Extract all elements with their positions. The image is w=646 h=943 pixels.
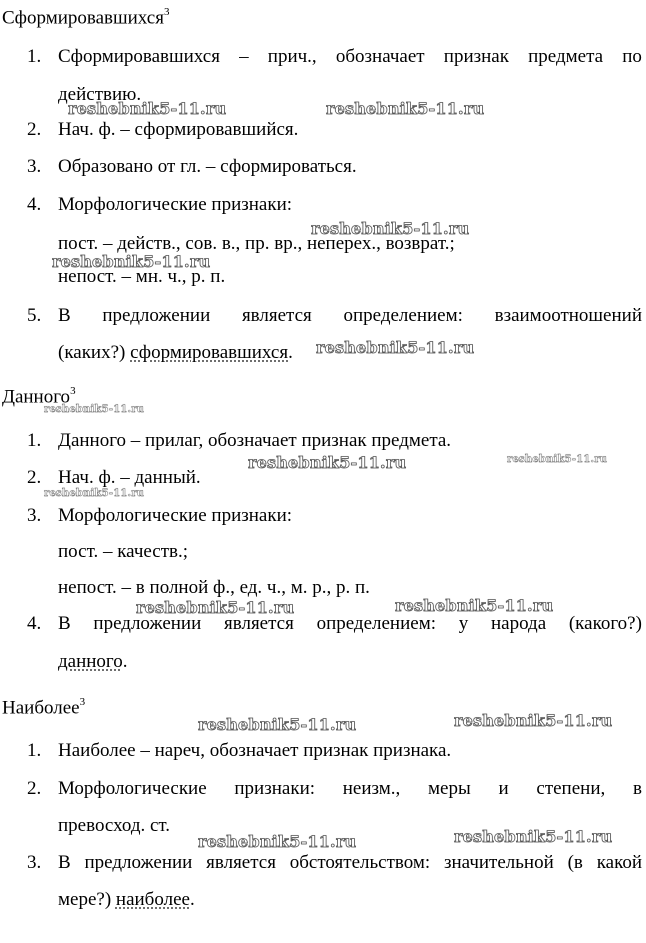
item-number: 5. [27,305,42,326]
item-number: 2. [27,119,42,140]
watermark: reshebnik5-11.ru [507,454,608,465]
watermark: reshebnik5-11.ru [311,219,470,238]
item-text: Сформировавшихся – прич., обозначает признак предмета по [58,46,642,67]
watermark: reshebnik5-11.ru [68,99,227,118]
item-text: Наиболее – нареч, обозначает признак признака. [58,740,452,761]
item-number: 1. [27,740,42,761]
item-text-continuation: превосход. ст. [58,815,171,836]
item-text: Морфологические признаки: неизм., меры и степени, в [58,778,642,799]
item-subline: пост. – действ., сов. в., пр. вр., неперех., возврат.; [58,233,455,254]
watermark: reshebnik5-11.ru [316,338,475,357]
watermark: reshebnik5-11.ru [198,715,357,734]
watermark: reshebnik5-11.ru [136,598,295,617]
watermark: reshebnik5-11.ru [395,596,554,615]
watermark: reshebnik5-11.ru [44,488,145,499]
watermark: reshebnik5-11.ru [454,711,613,730]
item-number: 3. [27,852,42,873]
item-number: 4. [27,613,42,634]
watermark: reshebnik5-11.ru [52,252,211,271]
watermark: reshebnik5-11.ru [454,827,613,846]
section-heading: Данного$^3$ [2,385,76,408]
item-number: 4. [27,194,42,215]
item-text: Данного – прилаг, обозначает признак предмета. [58,430,452,451]
item-text-continuation: данного. [58,651,128,672]
item-text: Морфологические признаки: [58,505,293,526]
item-text: Морфологические признаки: [58,194,293,215]
item-text: В предложении является определением: взаимоотношений [58,305,642,326]
item-number: 2. [27,778,42,799]
item-text: Нач. ф. – сформировавшийся. [58,119,299,140]
item-number: 3. [27,156,42,177]
item-subline: непост. – мн. ч., р. п. [58,266,226,287]
item-number: 2. [27,467,42,488]
item-text-continuation: действию. [58,84,142,105]
item-text: Нач. ф. – данный. [58,467,201,488]
item-text-continuation: мере?) наиболее. [58,889,195,910]
watermark: reshebnik5-11.ru [326,99,485,118]
item-text: В предложении является определением: у народа (какого?) [58,613,642,634]
watermark: reshebnik5-11.ru [44,404,145,415]
watermark: reshebnik5-11.ru [198,832,357,851]
item-text: Образовано от гл. – сформироваться. [58,156,357,177]
item-number: 1. [27,430,42,451]
item-subline: непост. – в полной ф., ед. ч., м. р., р. п. [58,577,370,598]
item-text-continuation: (каких?) сформировавшихся. [58,342,293,363]
item-number: 1. [27,46,42,67]
section-heading: Наиболее$^3$ [2,696,86,719]
item-text: В предложении является обстоятельством: значительной (в какой [58,852,642,873]
watermark: reshebnik5-11.ru [248,453,407,472]
item-number: 3. [27,505,42,526]
section-heading: Сформировавшихся$^3$ [2,6,170,29]
item-subline: пост. – качеств.; [58,541,189,562]
